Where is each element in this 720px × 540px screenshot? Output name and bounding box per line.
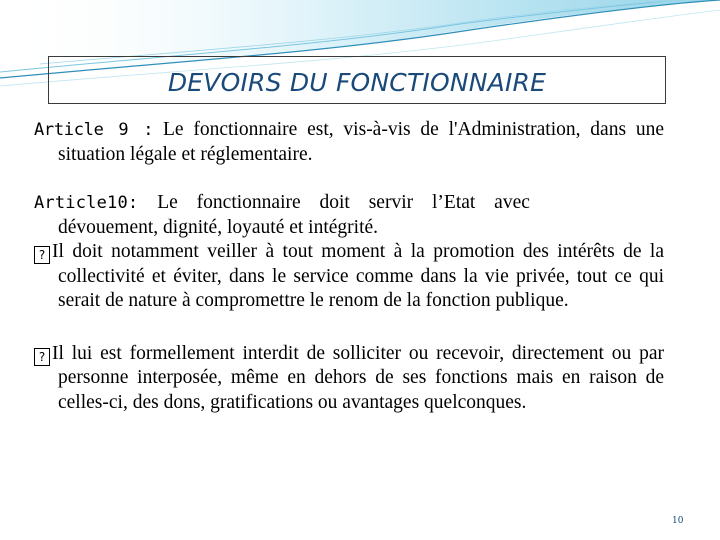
article-10-paragraph [34,191,664,240]
page-number: 10 [672,516,684,526]
bullet-1-missing-glyph-icon: ? [34,246,50,264]
article-10-text-line1: Le fonctionnaire doit servir l’Etat avec [138,192,530,213]
bullet-1-paragraph [34,240,664,314]
bullet-2-missing-glyph-icon: ? [34,348,50,366]
bullet-2-text: Il lui est formellement interdit de solliciter ou recevoir, directement ou par personne interposée, même en dehors de ses fonctions mais en raison de celles-ci, des dons, gratifications ou avantages quelconques. [52,342,664,413]
article-9-text: Le fonctionnaire est, vis-à-vis de l'Administration, dans une situation légale et réglementaire. [58,119,664,165]
slide-title: DEVOIRS DU FONCTIONNAIRE [167,67,547,97]
article-10-label: Article10: [34,193,139,213]
article-9-paragraph [34,118,664,167]
bullet-2-paragraph [34,342,664,416]
slide-content [34,118,664,415]
bullet-1-text: Il doit notamment veiller à tout moment à la promotion des intérêts de la collectivité et éviter, dans le service comme dans la vie privée, tout ce qui serait de nature à compromettre le renom de la fonction publique. [52,241,664,311]
title-box [48,56,666,104]
article-9-label: Article 9 : [34,120,154,140]
article-10-text-rest: dévouement, dignité, loyauté et intégrité. [58,216,379,238]
